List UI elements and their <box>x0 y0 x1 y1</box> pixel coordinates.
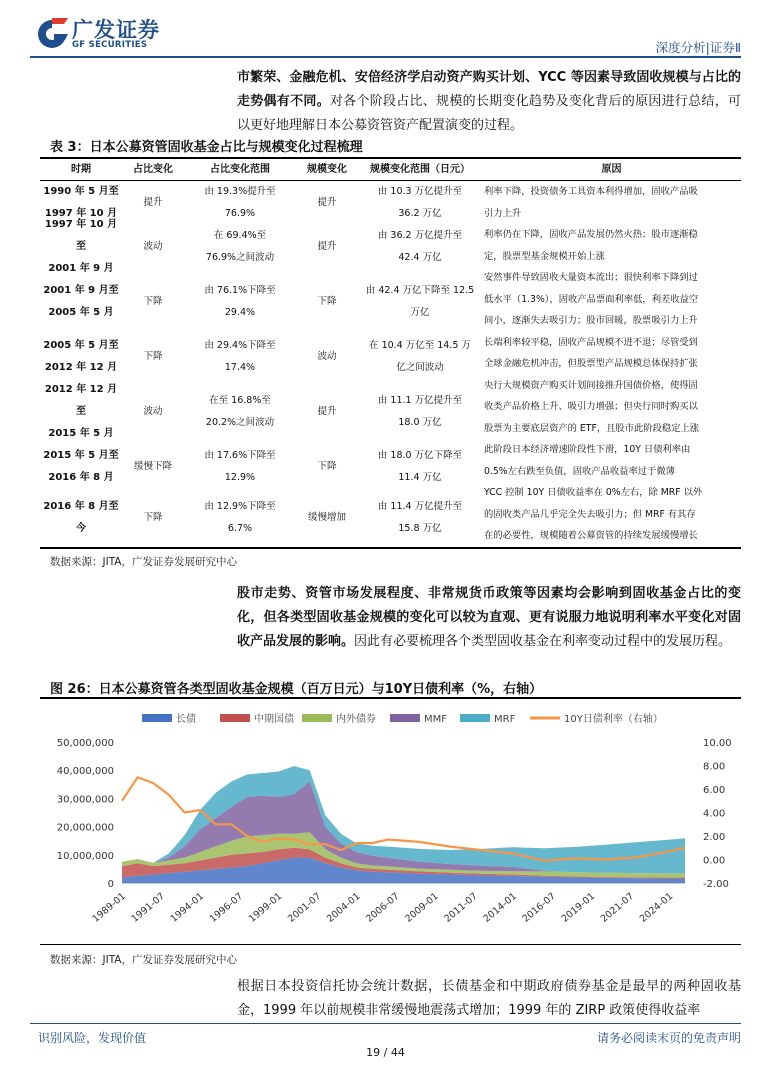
table-cell-size-range-line: 万亿 <box>410 307 430 318</box>
table-cell-share-range-line: 20.2%之间波动 <box>205 417 275 428</box>
table-cell-share-change: 提升 <box>143 197 163 208</box>
figure-source-note: 数据来源：JITA，广发证券发展研究中心 <box>50 954 237 966</box>
table-cell-share-change: 波动 <box>143 241 163 252</box>
table-cell-period-line: 2016 年 8 月 <box>48 472 114 483</box>
table-cell-share-range-line: 由 29.4%下降至 <box>204 340 276 351</box>
table-cell-size-range-line: 11.4 万亿 <box>398 472 442 483</box>
legend-swatch <box>460 714 490 722</box>
table-cell-size-change: 缓慢增加 <box>307 512 346 523</box>
table-cell-share-range-line: 由 19.3%提升至 <box>204 186 276 197</box>
legend-swatch <box>390 714 420 722</box>
table-cell-size-change: 提升 <box>317 406 337 417</box>
table-cell-size-range-line: 由 18.0 万亿下降至 <box>377 450 463 461</box>
page-number: 19 / 44 <box>366 1046 405 1059</box>
y-right-tick-label: 4.00 <box>703 808 726 820</box>
figure-top-rule <box>40 697 741 699</box>
table-cell-size-change: 波动 <box>317 351 337 362</box>
y-right-tick-label: 8.00 <box>703 761 726 773</box>
table-cell-period-line: 2005 年 5 月至 <box>43 340 119 351</box>
table-cell-size-range-line: 42.4 万亿 <box>398 252 442 263</box>
report-section-label: 深度分析|证券Ⅱ <box>655 40 741 55</box>
table-cell-share-range-line: 由 12.9%下降至 <box>204 501 276 512</box>
table-cell-share-change: 下降 <box>143 512 163 523</box>
header-divider <box>30 56 741 58</box>
x-tick-label: 2024-01 <box>637 890 676 925</box>
table-reason-line: YCC 控制 10Y 日债收益率在 0%左右，除 MRF 以外 <box>484 487 703 498</box>
table-cell-size-change: 下降 <box>317 296 337 307</box>
y-right-tick-label: 0.00 <box>703 855 726 867</box>
legend-label: 内外债券 <box>336 714 376 725</box>
footer-disclaimer: 请务必阅读末页的免责声明 <box>596 1031 741 1045</box>
table-cell-size-range-line: 由 10.3 万亿提升至 <box>377 186 463 197</box>
table-cell-size-range <box>358 445 482 489</box>
x-tick-label: 1999-01 <box>246 890 285 925</box>
table-title: 表 3：日本公募资管固收基金占比与规模变化过程梳理 <box>50 140 363 155</box>
y-left-tick-label: 10,000,000 <box>56 850 114 862</box>
table-reason-line: 间小，逐渐失去吸引力；股市回暖，股票吸引力上升 <box>484 315 698 326</box>
table-cell-period <box>40 379 122 445</box>
y-left-tick-label: 30,000,000 <box>56 794 114 806</box>
table-cell-size-change: 提升 <box>317 197 337 208</box>
x-tick-label: 2001-07 <box>285 890 324 925</box>
middle-paragraph <box>237 582 741 654</box>
table-cell-share-range <box>184 181 296 225</box>
table-cell-size-range <box>358 489 482 547</box>
table-reason-line: 央行大规模资产购买计划间接推升国债价格，使得固 <box>484 379 698 391</box>
table-cell-size-range-line: 由 36.2 万亿提升至 <box>377 230 463 241</box>
table-cell-share-range-line: 29.4% <box>224 307 256 318</box>
table-reason-line: 的固收类产品几乎完全失去吸引力；但 MRF 有其存 <box>484 508 696 520</box>
table-cell-period <box>40 335 122 379</box>
table-reason-line: 此阶段日本经济增速阶段性下滑，10Y 日债利率由 <box>484 444 691 455</box>
table-cell-period <box>40 219 122 274</box>
x-tick-label: 2006-07 <box>364 890 402 925</box>
y-right-tick-label: 6.00 <box>703 785 726 796</box>
x-tick-label: 1989-01 <box>90 890 128 925</box>
table-reason-line: 定，股票型基金规模开始上涨 <box>484 250 605 262</box>
table-cell-size-range-line: 18.0 万亿 <box>398 417 442 428</box>
y-right-tick-label: -2.00 <box>703 879 729 890</box>
table-cell-period-line: 1997 年 10 月 <box>44 208 118 219</box>
intro-paragraph <box>237 66 741 138</box>
legend-label: 中期国债 <box>254 714 294 725</box>
x-tick-label: 2004-01 <box>325 890 363 925</box>
table-header-reason: 原因 <box>601 164 622 175</box>
table-cell-share-range-line: 6.7% <box>227 523 253 534</box>
table-reason-line: 股票为主要底层资产的 ETF，且股市此阶段稳定上涨 <box>484 422 700 434</box>
x-tick-label: 2016-07 <box>520 890 558 925</box>
legend-label: 10Y日债利率（右轴） <box>564 714 663 725</box>
table-body <box>40 181 741 547</box>
figure-bottom-rule <box>40 944 741 945</box>
table-cell-share-range <box>184 269 296 335</box>
table-reason-line: 0.5%左右跌至负值，固收产品收益率过于微薄 <box>484 465 675 477</box>
table-cell-share-range-line: 由 76.1%下降至 <box>204 285 276 296</box>
table-cell-share-range-line: 在至 16.8%至 <box>209 395 271 406</box>
table-cell-size-range-line: 在 10.4 万亿至 14.5 万 <box>369 340 471 351</box>
table-cell-period-line: 2016 年 8 月至 <box>43 501 119 512</box>
table-header-period: 时期 <box>71 164 91 175</box>
table-cell-period-line: 1990 年 5 月至 <box>43 186 119 197</box>
y-left-tick-label: 40,000,000 <box>56 766 114 778</box>
x-tick-label: 1994-01 <box>168 890 207 925</box>
table-cell-size-range <box>358 225 482 269</box>
table-cell-share-range-line: 由 17.6%下降至 <box>204 450 276 461</box>
table-reason-line: 全球金融危机冲击，但股票型产品规模总体保持扩张 <box>484 358 698 369</box>
legend-swatch <box>220 714 250 722</box>
table-cell-share-range <box>184 445 296 489</box>
bond-fund-size-chart <box>40 700 741 942</box>
table-cell-share-change: 下降 <box>143 296 163 307</box>
table-cell-size-range-line: 36.2 万亿 <box>398 208 442 219</box>
table-cell-share-change: 缓慢下降 <box>133 461 172 472</box>
table-cell-share-range <box>184 489 296 547</box>
table-cell-period-line: 2012 年 12 月 <box>44 362 118 373</box>
table-cell-period-line: 2015 年 5 月至 <box>43 450 119 461</box>
legend-label: MMF <box>424 714 448 725</box>
x-tick-label: 2019-01 <box>559 890 598 925</box>
legend-label: 长债 <box>176 714 196 725</box>
table-reason-line: 利率仍在下降，固收产品发展仍然火热；股市逐渐稳 <box>484 229 698 240</box>
intro-bold-text: 市繁荣、金融危机、安倍经济学启动资产购买计划、YCC 等因素导致固收规模与占比的走势偶有不同。 <box>237 70 741 109</box>
table-cell-share-range <box>184 379 296 445</box>
table-cell-period-line: 今 <box>75 523 86 534</box>
y-right-tick-label: 10.00 <box>703 738 732 749</box>
table-cell-size-range-line: 15.8 万亿 <box>398 523 442 534</box>
x-tick-label: 2014-01 <box>481 890 519 925</box>
table-cell-size-range-line: 由 42.4 万亿下降至 12.5 <box>365 285 475 296</box>
legend-swatch <box>142 714 172 722</box>
table-cell-share-change: 波动 <box>143 406 163 417</box>
table-cell-share-range-line: 17.4% <box>224 362 256 373</box>
table-cell-size-range-line: 由 11.1 万亿提升至 <box>377 395 463 406</box>
table-cell-period <box>40 269 122 335</box>
middle-normal-text: 因此有必要梳理各个类型固收基金在利率变动过程中的发展历程。 <box>354 634 732 649</box>
table-cell-share-range-line: 12.9% <box>224 472 256 483</box>
table-cell-size-change: 下降 <box>317 461 337 472</box>
x-tick-label: 2021-07 <box>598 890 637 925</box>
legend-swatch <box>302 714 332 722</box>
footer-divider <box>30 1023 741 1024</box>
table-cell-size-range <box>358 181 482 225</box>
table-cell-period-line: 2012 年 12 月至 <box>44 384 118 417</box>
table-cell-size-change: 提升 <box>317 241 337 252</box>
table-header-share-range: 占比变化范围 <box>210 164 270 175</box>
table-cell-share-range <box>184 225 296 269</box>
closing-paragraph: 根据日本投资信托协会统计数据，长债基金和中期政府债券基金是最早的两种固收基金，1999 年以前规模非常缓慢地震荡式增加；1999 年的 ZIRP 政策使得收益率 <box>237 979 741 1018</box>
table-cell-period-line: 2001 年 9 月 <box>48 263 114 274</box>
table-cell-share-range-line: 76.9%之间波动 <box>205 252 275 263</box>
table-cell-period <box>40 445 122 489</box>
middle-bold-text: 股市走势、资管市场发展程度、非常规货币政策等因素均会影响到固收基金占比的变化，但各类型固收基金规模的变化可以较为直观、更有说服力地说明利率水平变化对固收产品发展的影响。 <box>237 586 741 649</box>
y-left-tick-label: 0 <box>107 879 114 890</box>
table-bottom-rule <box>40 547 741 549</box>
legend-label: MRF <box>494 714 516 725</box>
table-source-note: 数据来源：JITA，广发证券发展研究中心 <box>50 556 237 568</box>
table-cell-share-change: 下降 <box>143 351 163 362</box>
table-reason-line: 收类产品价格上升、吸引力增强；但央行同时购买以 <box>484 401 698 412</box>
table-cell-size-range <box>358 335 482 379</box>
table-cell-share-range-line: 在 69.4%至 <box>213 230 267 241</box>
x-tick-label: 2011-07 <box>442 890 480 925</box>
table-reason-line: 在的必要性，规模随着公募资管的持续发展缓慢增长 <box>484 530 698 541</box>
table-header-row <box>40 159 741 181</box>
table-cell-share-range-line: 76.9% <box>224 208 256 219</box>
table-cell-size-range <box>358 269 482 335</box>
table-header-share-change: 占比变化 <box>133 164 173 175</box>
table-header-size-change: 规模变化 <box>307 164 347 175</box>
table-reason-line: 引力上升 <box>484 207 522 219</box>
y-left-tick-label: 50,000,000 <box>56 738 114 749</box>
table-cell-size-range-line: 亿之间波动 <box>396 362 444 373</box>
table-cell-period <box>40 489 122 547</box>
x-tick-label: 1996-07 <box>207 890 246 925</box>
figure-title: 图 26：日本公募资管各类型固收基金规模（百万日元）与10Y日债利率（%，右轴） <box>50 682 543 697</box>
x-tick-label: 2009-01 <box>403 890 441 925</box>
table-cell-period-line: 1997 年 10 月至 <box>44 219 118 252</box>
table-reason-column <box>484 181 739 547</box>
table-header-size-range: 规模变化范围（日元） <box>370 164 470 175</box>
y-right-tick-label: 2.00 <box>703 832 726 843</box>
table-cell-size-range-line: 由 11.4 万亿提升至 <box>377 501 463 512</box>
table-reason-line: 安然事件导致固收大量资本流出；很快利率下降到过 <box>484 272 698 283</box>
table-cell-size-range <box>358 379 482 445</box>
table-cell-share-range <box>184 335 296 379</box>
y-left-tick-label: 20,000,000 <box>56 822 114 834</box>
table-reason-line: 低水平（1.3%），固收产品票面利率低，利差收益空 <box>484 293 699 305</box>
table-cell-period-line: 2015 年 5 月 <box>48 428 114 439</box>
intro-normal-text: 对各个阶段占比、规模的长期变化趋势及变化背后的原因进行总结，可以更好地理解日本公募资管资产配置演变的过程。 <box>237 94 741 133</box>
table-reason-line: 长端利率较平稳，固收产品规模不进不退；尽管受到 <box>484 336 698 348</box>
logo-chinese-text: 广发证券 <box>72 18 160 42</box>
table-cell-period-line: 2001 年 9 月至 <box>43 285 119 296</box>
table-reason-line: 利率下降，投资债务工具资本利得增加，固收产品吸 <box>484 186 698 197</box>
table-cell-period-line: 2005 年 5 月 <box>48 307 114 318</box>
x-tick-label: 1991-07 <box>129 890 168 925</box>
footer-slogan: 识别风险，发现价值 <box>38 1031 147 1045</box>
logo-english-text: GF SECURITIES <box>72 40 148 50</box>
